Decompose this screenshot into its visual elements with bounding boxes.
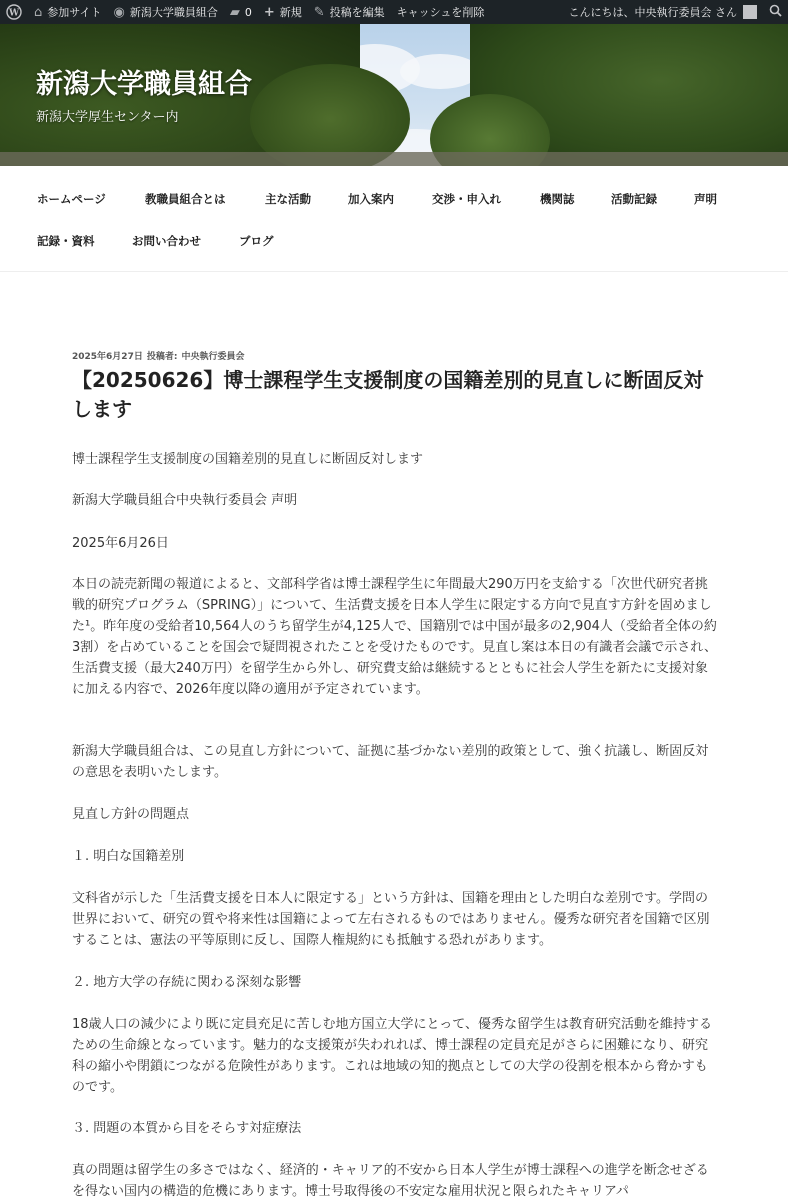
paragraph-heading: 博士課程学生支援制度の国籍差別的見直しに断固反対します	[72, 452, 424, 467]
wordpress-icon	[6, 4, 22, 20]
nav-item-contact[interactable]: お問い合わせ	[132, 234, 201, 248]
paragraph-point-1: 文科省が示した「生活費支援を日本人に限定する」という方針は、国籍を理由とした明白な差別です。学問の世界において、研究の質や将来性は国籍によって左右されるものではありません。優秀な研究者を国籍で区別することは、憲法の平等原則に反し、国際人権規約にも抵触する恐れがあります。	[72, 891, 710, 948]
paragraph-background: 本日の読売新聞の報道によると、文部科学省は博士課程学生に年間最大290万円を支給する「次世代研究者挑戦的研究プログラム（SPRING）」について、生活費支援を日本人学生に限定する方向で見直す方針を固めました¹。昨年度の受給者10,564人のうち留学生が4,125人で、国籍別では中国が最多の2,904人（受給者全体の約3割）を占めていることを国会で疑問視されたことを受けたものです。見直し案は本日の有識者会議で示され、生活費支援（最大240万円）を留学生から外し、研究費支給は継続するとともに社会人学生を新たに支援対象に加える内容で、2026年度以降の適用が予定されています。	[72, 577, 718, 697]
nav-item-home[interactable]: ホームページ	[37, 192, 106, 206]
header-ground	[0, 152, 788, 166]
nav-item-negotiations[interactable]: 交渉・申入れ	[432, 192, 501, 206]
main-navigation	[0, 166, 788, 272]
nav-item-statements[interactable]: 声明	[694, 192, 717, 206]
header-trees-left-2	[250, 64, 410, 166]
home-icon: ⌂	[34, 4, 43, 20]
purge-cache-label: キャッシュを削除	[396, 6, 485, 19]
edit-post-label: 投稿を編集	[329, 6, 385, 19]
post-author[interactable]: 中央執行委員会	[181, 352, 245, 362]
admin-bar	[0, 0, 788, 24]
site-description: 新潟大学厚生センター内	[36, 110, 179, 125]
author-label: 投稿者:	[146, 352, 178, 362]
nav-item-about[interactable]: 教職員組合とは	[145, 192, 226, 206]
nav-item-blog[interactable]: ブログ	[239, 234, 274, 248]
subheading-3: ３. 問題の本質から目をそらす対症療法	[72, 1121, 302, 1136]
comment-icon: ▰	[229, 4, 240, 20]
site-name-menu[interactable]	[108, 0, 224, 24]
account-menu[interactable]	[563, 0, 764, 24]
paragraph-point-3: 真の問題は留学生の多さではなく、経済的・キャリア的不安から日本人学生が博士課程への進学を断念せざるを得ない国内の構造的危機にあります。博士号取得後の不安定な雇用状況と限られたキャリアパ	[72, 1163, 709, 1199]
post-title: 【20250626】博士課程学生支援制度の国籍差別的見直しに断固反対します	[72, 368, 704, 421]
greeting-label: こんにちは、中央執行委員会 さん	[568, 6, 737, 19]
subheading-1: １. 明白な国籍差別	[72, 849, 185, 864]
nav-item-records[interactable]: 記録・資料	[37, 234, 95, 248]
post-meta	[72, 349, 248, 362]
section-heading-problems: 見直し方針の問題点	[72, 807, 190, 822]
svg-text:W: W	[8, 8, 20, 19]
purge-cache-button[interactable]	[391, 0, 491, 24]
my-sites-menu[interactable]	[28, 0, 108, 24]
plus-icon: +	[263, 4, 275, 20]
nav-item-bulletin[interactable]: 機関誌	[540, 192, 575, 206]
avatar	[743, 5, 757, 19]
nav-item-activity-log[interactable]: 活動記録	[611, 192, 657, 206]
search-icon[interactable]	[763, 4, 788, 21]
paragraph-issuer: 新潟大学職員組合中央執行委員会 声明	[72, 493, 298, 508]
nav-item-activities[interactable]: 主な活動	[265, 192, 311, 206]
site-title[interactable]: 新潟大学職員組合	[36, 69, 252, 100]
paragraph-point-2: 18歳人口の減少により既に定員充足に苦しむ地方国立大学にとって、優秀な留学生は教育研究活動を維持するための生命線となっています。魅力的な支援策が失われれば、博士課程の定員充足がさらに困難になり、研究科の縮小や閉鎖につながる危険性があります。これは地域の知的拠点としての大学の役割を根本から脅かすものです。	[72, 1017, 713, 1095]
dashboard-icon: ◉	[113, 4, 125, 20]
comment-count: 0	[244, 5, 252, 19]
cloud-decoration	[400, 54, 480, 89]
nav-item-join[interactable]: 加入案内	[348, 192, 394, 206]
comments-button[interactable]	[224, 0, 258, 24]
site-header	[0, 24, 788, 166]
edit-post-button[interactable]	[308, 0, 391, 24]
my-sites-label: 参加サイト	[47, 6, 102, 19]
site-name-label: 新潟大学職員組合	[129, 6, 218, 19]
pencil-icon: ✎	[313, 4, 325, 20]
paragraph-date: 2025年6月26日	[72, 536, 169, 551]
paragraph-position: 新潟大学職員組合は、この見直し方針について、証拠に基づかない差別的政策として、強く抗議し、断固反対の意思を表明いたします。	[72, 744, 709, 780]
subheading-2: ２. 地方大学の存続に関わる深刻な影響	[72, 975, 302, 990]
post-date[interactable]: 2025年6月27日	[72, 352, 143, 362]
wordpress-logo-button[interactable]	[0, 0, 28, 24]
new-content-menu[interactable]	[258, 0, 308, 24]
new-content-label: 新規	[279, 6, 302, 19]
